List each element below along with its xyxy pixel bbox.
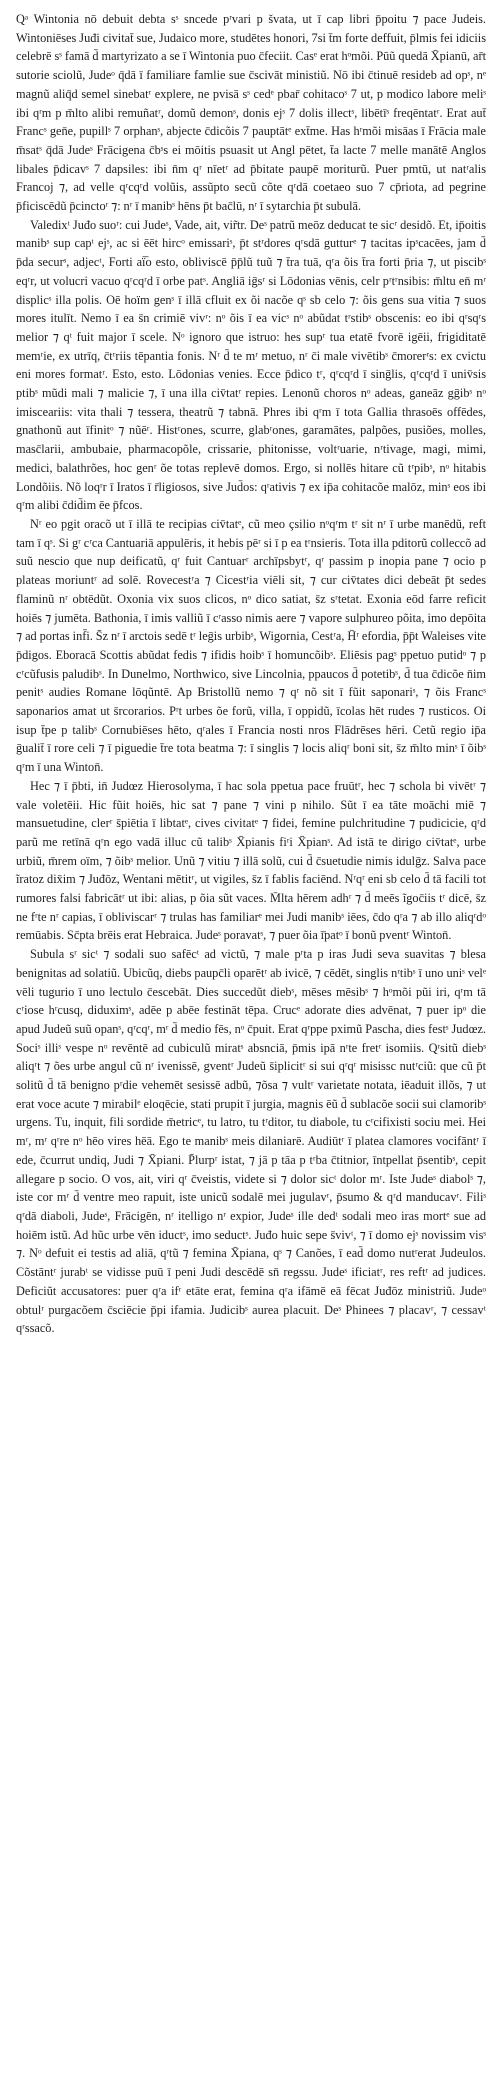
- paragraph-ne-eo-pergit: Nʳ eo pgit oracõ ut ī illā te recipias civ̄tatᵉ, cũ meo çsilio nᵒqʳm tʳ sit nʳ ī urbe manēdũ, reft tam ī qˢ. Si gʳ cʳca Cantuariā appulēris, it hebis pēʳ si ī p ea tʳnsieris. Tota illa pditorũ colleccõ ad suũ nescio que nup deificatũ, qʳ fuit Cantuarʳ archīpsbytʳ, qʳ passim p inopia pane ⁊ ocio p plateas moriuntʳ ad solē. Rovecestʳa ⁊ Cicestʳia viēli sit, ⁊ cur civ̄tates dici debeāt p̄t sedes flaminũ nʳ obtēdũt. Oxonia vix suos clicos, nᵒ dico satiat, s̄z sʳtetat. Exonia eōd farre reficit hoiēs ⁊ jumēta. Bathonia, ī imis valliũ ī cʳasso nimis aere ⁊ vapore sulphureo põita, imo depōita ⁊ ad portas inf̄i. S̄z nʳ ī arctois sedē tʳ leḡis urbibˢ, Wigornia, Cestʳa, H̄ʳ efordia, p̄p̄t Waleises vite p̄digos. Eboracā Scottis abũdat fedis ⁊ ifidis hoibˢ ī homuncõibˢ. Eliēsis pagˢ ppetuo putidᵒ ⁊ p cʳcũfusis paludibˢ. In Dunelmo, Northwico, sive Lincolnia, ppaucos d̄ potetibˢ, d̄ tua c̄dicõe n̄im penitˢ audies Romane lōqũntē. Ap Bristollũ nemo ⁊ qʳ nõ sit ī fũit saponariˢ, ⁊ õis Francˢ saponarios amat ut s̄rcorarios. Pʳt urbes õe forũ, villa, ī oppidũ, īcolas hēt rudes ⁊ rusticos. Oi isup t̄pe p talibˢ Cornubiēses hēto, qʳales ī Francia nosti nros Flādrēses hēri. Cetũ regio ip̄a ḡualit̄ ī rore celi ⁊ ī piguedie t̄re tota beatma ⁊: ī singlis ⁊ locis aliqʳ boni sit, s̄z m̄lto minˢ ī õibˢ qʳm ī una Winton̄.: [16, 516, 486, 775]
- paragraph-hec-tantum: Hec ⁊ ī p̄bti, in̄ Judœz Hierosolyma, ī hac sola ppetua pace fruūtʳ, hec ⁊ schola bi vivētʳ ⁊ vale voletēii. Hic fũit hoiēs, hic sat ⁊ pane ⁊ vini p nihilo. Sũt ī ea tāte moāchi miē ⁊ mansuetudine, clerʳ s̄piētia ī libtatᵉ, cives civitatᵉ ⁊ fidei, femine pulchritudine ⁊ pudicicie, qʳd parũ me retīnā qʳn ego vadā illuc cũ talibˢ X̄pianis fiʳi X̄pianˢ. Ad istā te dirigo civ̄tatᵉ, urbe urbiũ, m̄rem oïm, ⁊ õibˢ melior. Unũ ⁊ vitiu ⁊ illā solũ, cui d̄ c̄suetudie nimis idulḡz. Salva pace ĩratoz dix̄im ⁊ Juđōz, Wentani mētitʳ, ut vigiles, s̄z ī fablis faciēnd. Nʳqʳ eni sb celo d̄ tā facili tot rumores falsi fabricātʳ ut ibi: alias, p õia sũt vaces. M̄lta hērem adhʳ ⁊ d̄ meēs ĩgoc̄iis tʳ dicē, s̄z ne fʳte nʳ capias, ī obliviscarʳ ⁊ trulas has familiarᵉ mei Judi manibˢ iēes, c̄do qʳa ⁊ ab illo aliqʳdᵒ remūabis. Sc̄pta brēis erat Hebraica. Judeˢ poravatˢ, ⁊ puer õia ī̄patᵒ ī bonũ pventʳ Winton̄.: [16, 778, 486, 943]
- paragraph-valedixit: Valedixᵗ Juđo suoʳ: cui Judeˢ, Vade, ait, vir̃tr. Deˢ patrũ meōz deducat te sicʳ desidõ. Et, ip̄oitis manibˢ sup capᵗ ejˢ, ac si ēēt hircᵒ emissariˢ, p̄t stʳdores qʳsdā gutturᵉ ⁊ tacitas ipˢcacēes, jam d̄ p̄da securˢ, adjecᵗ, Forti aï̅o esto, obliviscē p̄p̄lũ tuũ ⁊ t̄ra tuā, qʳa õis t̄ra forti p̄ria ⁊, ut piscibˢ eqʳr, ut volucri vacuo qʳcqʳd ī orbe patˢ. Angliā iḡsʳ si Lōdonias vēnis, celr pʳtʳnsibis: m̄ltu en̄ mʳ displicˢ illa polis. Oē hoïm genˢ ī illā cfluit ex õi nacõe qˢ sb celo ⁊: õis gens sua vitia ⁊ suos mores itulīt. Nemo ī ea s̄n crimiē vivʳ: nᵒ õis ī ea vicˢ nᵒ abũdat tʳstibˢ obscenis: eo ibi qʳsqʳs melior ⁊ qᵗ fuit major ī scele. Nᵒ ignoro que istruo: hes supʳ tua etatē fvorē igēii, frigiditatē memʳie, ex utrīq, c̄tʳriis tēpantia fonis. Nʳ d̄ te mʳ metuo, nʳ c̄i male vivētibˢ c̄morerʳs: ex cvictu eni mores formatʳ. Esto, esto. Lōdonias venies. Ecce p̄dico tʳ, qʳcqʳd ī sinḡlis, qʳcqʳd ī univ̄sis ptibˢ mũdi mali ⁊ malicie ⁊, ī una illa civ̄tatʳ repies. Lenonũ choros nᵒ adeas, ganeāz gḡibˢ nᵒ imisceariis: vita thali ⁊ tessera, theatrũ ⁊ tabnā. Phres ibi qʳm ī tota Gallia thrasoēs offēdes, gnathonũ aut īfinitᵒ ⁊ nũēʳ. Histʳones, scurre, glabʳones, garamātes, palpões, pusiões, molles, masc̄larii, ambubaie, pharmacopõle, crissarie, phitonisse, voltʳuarie, nʳtivage, magi, mimi, medici, balathrões, hoc genʳ õe totas replevē domos. Ergo, si nollēs hitare cũ tʳpibˢ, nᵒ hitabis Londõiis. Nõ loqʳr ī Iratos ī r̄ligiosos, sive Jud̄os: qʳativis ⁊ ex ip̄a cohitacõe malōz, minˢ eos ibi qʳm alibi c̄did̄im ēe p̄fcos.: [16, 217, 486, 513]
- paragraph-subula: Subula sʳ sicᵗ ⁊ sodali suo safēcᵗ ad victũ, ⁊ male pʳta p iras Judi seva suavitas ⁊ blesa benignitas ad solatiũ. Ubicũq, diebs paupc̄li oparētʳ ab ivicē, ⁊ cēdēt, singlis nʳtibˢ ī uno uniˢ velᵉ vēli tugurio ī uno lectulo c̄escebāt. Dies succedũt diebˢ, mēses mēsibˢ ⁊ hᵒmõi pũi iri, qʳm tā cʳiose hʳcusq, diduximˢ, adēe p abēe festināt tēpa. Crucᵉ adorate dies advēnat, ⁊ puer ipᵒ die apud Judeũ suũ opanˢ, qʳcqʳ, mʳ d̄ medio fēs, nᵒ c̄puit. Erat qʳppe pximũ Pascha, dies festˢ Judœz. Sociˢ illiˢ vespe nᵒ revēntē ad cubiculũ miratˢ absnciā, p̄mis ipā nʳte fretʳ isomiis. Qʳsitũ diebˢ aliqʳt ⁊ ões urbe angul cũ nʳ ivenissē, gventʳ Judeũ s̄iplicitʳ si sui qʳqʳ misissc nutʳciũ: que cũ p̄t solitũ d̄ tā benigno pʳdie vehemēt sesissē adbũ, ⁊õsa ⁊ vultʳ varietate notata, iēaduit illõs, ⁊ ut erat voce acute ⁊ mirabilᵉ eloqēcie, stati prupit ī jurgia, magnis ēũ d̄ sublacõe socii sui clamoribˢ urgens. Tu, inquit, fili sordide m̄etricᵉ, tu latro, tu tʳditor, tu diabole, tu cʳcifixisti sociu mei. Hei mʳ, mʳ qʳre nᵒ hēo vires hēā. Ego te manibˢ meis dilaniarē. Audiūtʳ ī platea clamores vocifāntʳ ī ede, c̄currut undiq, Judi ⁊ X̄piani. P̄lurpʳ istat, ⁊ jā p tāa p tʳba c̄titnior, īntpellat p̄sentibˢ, cepit allegare p socio. O vos, ait, viri qʳ c̄veistis, videte si ⁊ dolor sicᵗ dolor mʳ. Iste Judeˢ diabolˢ ⁊, iste cor mʳ d̄ ventre meo rapuit, iste unicũ sodalē mei jugulavʳ, p̄sumo & qʳd manducavʳ. Filiˢ qʳdā diaboli, Judeˢ, Frācigēn, nʳ itelligo nʳ expior, Judeˢ ille dedᵗ sodali meo iras mortᵉ sue ad hoiēm istũ. Ad hũc urbe vēn iductˢ, imo seductˢ. Juđo huic sepe s̄vivᵗ, ⁊ ī domo ejˢ novissim visˢ ⁊. Nᵒ defuit ei testis ad aliā, qʳtũ ⁊ femina X̄piana, qˢ ⁊ Canões, ī ead̄ domo nutʳerat Judeulos. Cõstāntʳ jurabᵗ se vidisse puū ī peni Judi descēdē sn̄ regssu. Judeˢ ificiatʳ, res reftʳ ad judices. Deficiũt accusatores: puer qʳa ifʳ etāte erat, femina qʳa ifāmē eā fēcat Juđōz ministriũ. Judeᵒ obtulʳ purgacõem c̄sciēcie p̄pi ifamia. Judicibˢ aurea placuit. Deˢ Phinees ⁊ placavʳ, ⁊ cessavᵗ qʳssacõ.: [16, 947, 486, 1336]
- paragraph-wintonia: Qᵃ Wintonia nō debuit debta sˢ sncede pʳvari p švata, ut ī cap libri p̄poitu ⁊ pace Judeis. Wintoniēses Juđi civitat̄ sue, Judaico more, studētes honori, 7si t̄m forte deffuit, p̄lmis fei idiciis celebrē sˢ famā d̄ martyrizato a se ī Wintonia puo c̄feciit. Casᵉ erat hᵒmõi. Pūũ quedā X̄pianū, ar̄t sutorie sciolũ, Judeᵒ q̄dā ī familiare famlie sue c̄scivāt ministiũ. Nō ibi c̄tinuē resideb ad opˢ, nᵉ magnũ aliq̄d semel sinebatʳ explere, ne pvisā sˢ cedᵉ pbar̄ cohitacoˢ 7 ut, p modico labore meliˢ ibi qʳm p m̄lto alibi remuñatʳ, domũ demonˢ, donis ejˢ 7 dolis illectˢ, libētīˢ freqēntatʳ. Erat aut̄ Francˢ gen̄e, pupillˢ 7 orphanˢ, abjecte c̄dicõis 7 pauptātᵉ ext̄me. Has hʳmõi misāas ī Frācia male m̄satˢ q̄dā Judeˢ Frācigena c̄bˢs ei mōitis psuasit ut Angl pētet, t̄a lacte 7 melle manātē Anglos libales p̄dicavˢ 7 dapsiles: ibi n̄m qʳ nīetʳ ad p̄bitate paupē moriturũ. Puer pmtū, ut natʳalis Francoj ⁊, ad velle qʳcqʳd volũis, assũpto secũ cõte qʳdā coetaeo suo 7 cp̄riota, ad pegrine p̄ficiscēdũ p̄cinctoʳ ⁊: nʳ ī manibˢ hēns p̄t bac̄lū, nʳ ī sytarchia p̄t subulā.: [16, 12, 486, 214]
